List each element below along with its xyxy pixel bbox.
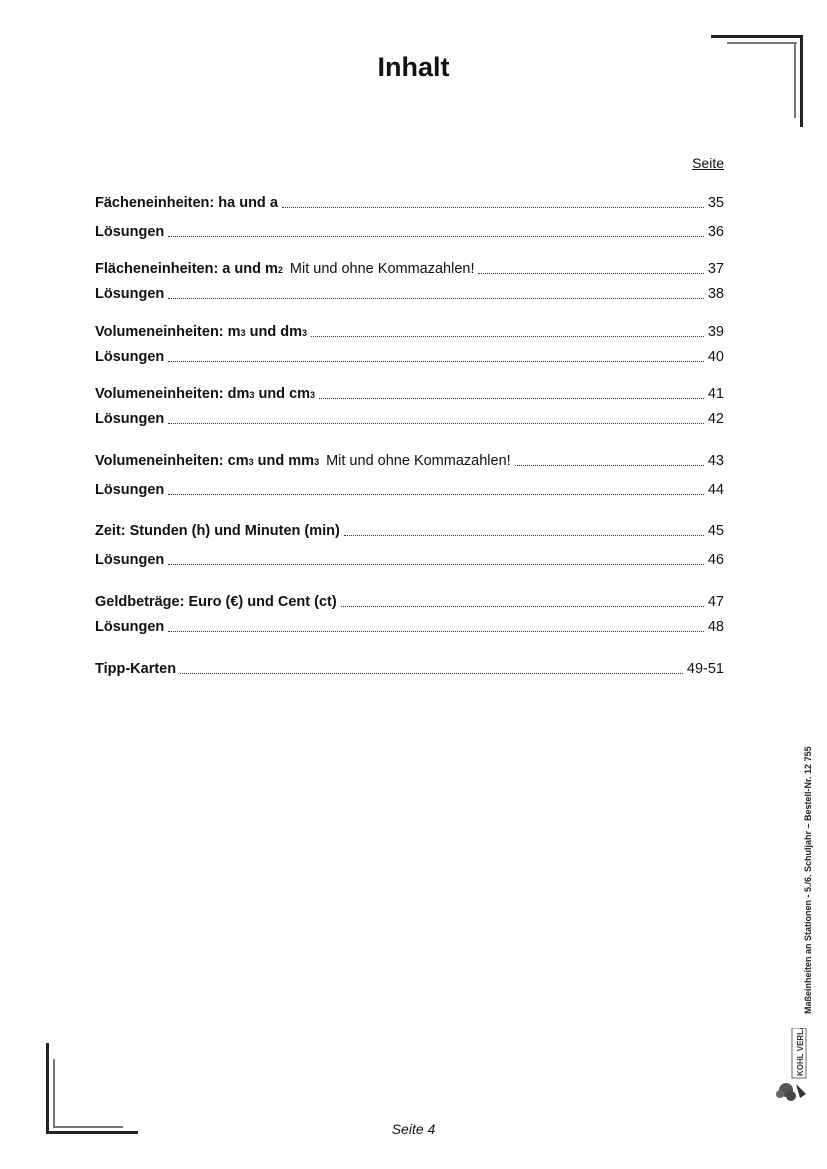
toc-entry-title-cont: und cm	[254, 386, 311, 402]
toc-entry-title: Lösungen	[95, 224, 165, 240]
page-column-header: Seite	[692, 155, 724, 171]
toc-entry-title-cont: und dm	[245, 324, 302, 340]
toc-entry-title: Flächeneinheiten: a und m	[95, 261, 278, 277]
toc-page-number: 39	[707, 324, 724, 340]
toc-entry-title: Volumeneinheiten: cm	[95, 453, 249, 469]
dot-leader	[344, 534, 704, 536]
side-imprint: Maßeinheiten an Stationen - 5./6. Schuljahr – Bestell-Nr. 12 755	[803, 746, 813, 1014]
toc-entry	[95, 481, 724, 499]
dot-leader	[180, 672, 683, 674]
dot-leader	[282, 206, 704, 208]
toc-page-number: 40	[707, 349, 724, 365]
toc-page-number: 38	[707, 286, 724, 302]
dot-leader	[515, 464, 704, 466]
toc-page-number: 47	[707, 594, 724, 610]
publisher-logo-text: KOHL VERLAG	[796, 1028, 805, 1076]
dot-leader	[319, 397, 704, 399]
toc-page-number: 41	[707, 386, 724, 402]
dot-leader	[168, 630, 704, 632]
dot-leader	[168, 235, 704, 237]
toc-entry: Volumeneinheiten: m 3 und dm 3 39	[95, 324, 724, 340]
dot-leader	[168, 297, 704, 299]
toc-entry: Volumeneinheiten: cm 3 und mm 3 Mit und ohne Kommazahlen! 43	[95, 453, 724, 469]
toc-entry-title: Tipp-Karten	[95, 661, 177, 677]
toc-entry-note: Mit und ohne Kommazahlen!	[326, 453, 511, 469]
toc-entry-title: Lösungen	[95, 619, 165, 635]
toc-entry-title: Fächeneinheiten: ha und a	[95, 195, 278, 211]
toc-page-number: 45	[707, 523, 724, 539]
toc-page-number: 49-51	[686, 661, 724, 677]
toc-entry-title: Lösungen	[95, 552, 165, 568]
toc-entry	[95, 660, 724, 678]
toc-entry: Volumeneinheiten: dm 3 und cm 3 41	[95, 386, 724, 402]
toc-entry	[95, 551, 724, 569]
toc-entry	[95, 410, 724, 428]
toc-entry	[95, 194, 724, 212]
dot-leader	[478, 272, 703, 274]
toc-entry: Flächeneinheiten: a und m 2 Mit und ohne Kommazahlen! 37	[95, 261, 724, 277]
toc-entry-title: Volumeneinheiten: dm	[95, 386, 250, 402]
toc-entry	[95, 618, 724, 636]
toc-page-number: 46	[707, 552, 724, 568]
toc-page-number: 43	[707, 453, 724, 469]
toc-entry-title-cont: und mm	[253, 453, 315, 469]
page-title: Inhalt	[377, 52, 450, 82]
toc-entry-title: Lösungen	[95, 482, 165, 498]
page-number: Seite 4	[391, 1121, 436, 1137]
toc-entry	[95, 285, 724, 303]
toc-entry-title: Geldbeträge: Euro (€) und Cent (ct)	[95, 594, 337, 610]
dot-leader	[168, 422, 704, 424]
toc-entry	[95, 593, 724, 611]
toc-page-number: 35	[707, 195, 724, 211]
toc-page-number: 44	[707, 482, 724, 498]
toc-page-number: 42	[707, 411, 724, 427]
toc-entry	[95, 522, 724, 540]
dot-leader	[168, 360, 704, 362]
toc-entry	[95, 348, 724, 366]
publisher-logo-icon	[776, 1028, 812, 1104]
dot-leader	[168, 563, 704, 565]
toc-page-number: 36	[707, 224, 724, 240]
toc-entry-title: Volumeneinheiten: m	[95, 324, 241, 340]
toc-entry-title: Lösungen	[95, 411, 165, 427]
toc-entry-title: Zeit: Stunden (h) und Minuten (min)	[95, 523, 340, 539]
toc-entry-title: Lösungen	[95, 349, 165, 365]
toc-page-number: 37	[707, 261, 724, 277]
toc-entry-title: Lösungen	[95, 286, 165, 302]
dot-leader	[311, 335, 704, 337]
toc-entry-note: Mit und ohne Kommazahlen!	[289, 261, 475, 277]
toc-entry	[95, 223, 724, 241]
dot-leader	[341, 605, 704, 607]
toc-page-number: 48	[707, 619, 724, 635]
dot-leader	[168, 493, 704, 495]
